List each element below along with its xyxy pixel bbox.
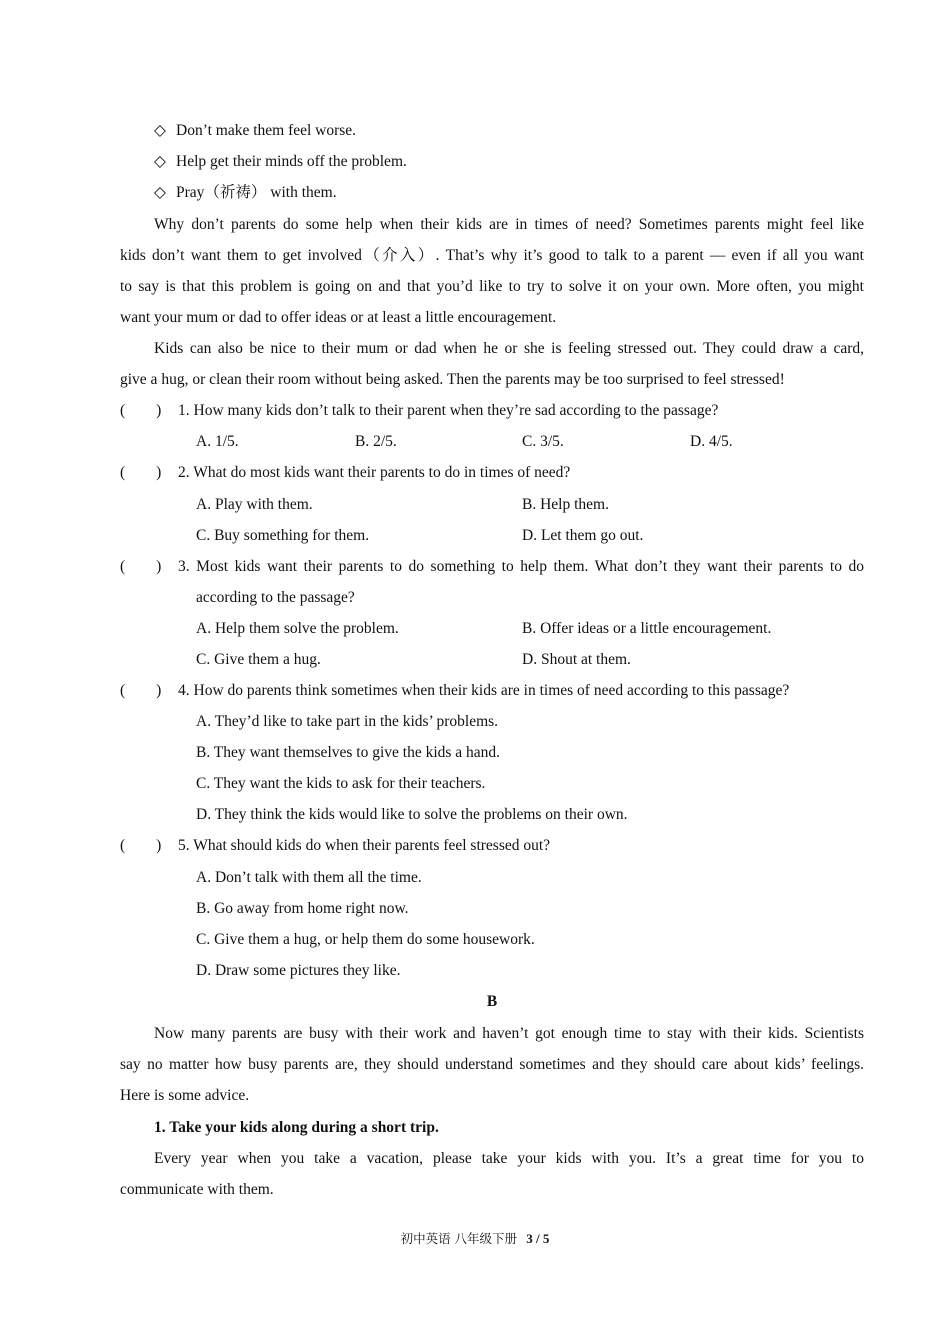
q4-option-a: A. They’d like to take part in the kids’ problems. — [196, 713, 499, 730]
answer-blank-1[interactable]: ( ) — [120, 402, 162, 419]
bullet-3: ◇ Pray（祈祷） with them. — [154, 184, 337, 201]
para1-line-3: to say is that this problem is going on and that you’d like to try to solve it on your own. More often, you might — [120, 278, 864, 295]
answer-blank-5[interactable]: ( ) — [120, 837, 162, 854]
q3-option-b: B. Offer ideas or a little encouragement. — [522, 620, 772, 637]
q1-option-d: D. 4/5. — [690, 433, 733, 450]
question-3-stem-cont: according to the passage? — [196, 589, 355, 606]
tip-1-title: 1. Take your kids along during a short trip. — [154, 1119, 439, 1136]
para1-line-1: Why don’t parents do some help when their kids are in times of need? Sometimes parents might feel like — [154, 216, 864, 233]
section-b-heading: B — [486, 993, 498, 1010]
answer-blank-3[interactable]: ( ) — [120, 558, 162, 575]
diamond-icon: ◇ — [154, 184, 166, 201]
q2-option-b: B. Help them. — [522, 496, 609, 513]
q5-option-a: A. Don’t talk with them all the time. — [196, 869, 422, 886]
section-b-intro-line-1: Now many parents are busy with their work and haven’t got enough time to stay with their kids. Scientists — [154, 1025, 864, 1042]
q3-option-d: D. Shout at them. — [522, 651, 631, 668]
bullet-2: ◇ Help get their minds off the problem. — [154, 153, 407, 170]
question-4-stem: 4. How do parents think sometimes when their kids are in times of need according to this passage? — [178, 682, 790, 699]
q3-option-c: C. Give them a hug. — [196, 651, 321, 668]
q2-option-a: A. Play with them. — [196, 496, 313, 513]
answer-blank-2[interactable]: ( ) — [120, 464, 162, 481]
q4-option-d: D. They think the kids would like to solve the problems on their own. — [196, 806, 628, 823]
question-5-stem: 5. What should kids do when their parents feel stressed out? — [178, 837, 551, 854]
q5-option-c: C. Give them a hug, or help them do some housework. — [196, 931, 535, 948]
section-b-intro-line-3: Here is some advice. — [120, 1087, 250, 1104]
q5-option-b: B. Go away from home right now. — [196, 900, 409, 917]
page-number: 3 / 5 — [526, 1231, 550, 1246]
answer-blank-4[interactable]: ( ) — [120, 682, 162, 699]
question-2-stem: 2. What do most kids want their parents to do in times of need? — [178, 464, 571, 481]
question-1-stem: 1. How many kids don’t talk to their parent when they’re sad according to the passage? — [178, 402, 719, 419]
page-footer — [0, 1230, 950, 1248]
para1-line-4: want your mum or dad to offer ideas or at least a little encouragement. — [120, 309, 557, 326]
tip-1-line-1: Every year when you take a vacation, please take your kids with you. It’s a great time for you to — [154, 1150, 864, 1167]
para2-line-2: give a hug, or clean their room without being asked. Then the parents may be too surprised to feel stressed! — [120, 371, 785, 388]
question-3-stem: 3. Most kids want their parents to do something to help them. What don’t they want their parents to do — [178, 558, 864, 575]
footer-label: 初中英语 八年级下册 — [400, 1231, 518, 1246]
q1-option-c: C. 3/5. — [522, 433, 564, 450]
q4-option-b: B. They want themselves to give the kids a hand. — [196, 744, 501, 761]
q4-option-c: C. They want the kids to ask for their teachers. — [196, 775, 486, 792]
q2-option-d: D. Let them go out. — [522, 527, 644, 544]
q1-option-a: A. 1/5. — [196, 433, 239, 450]
tip-1-line-2: communicate with them. — [120, 1181, 274, 1198]
q2-option-c: C. Buy something for them. — [196, 527, 370, 544]
q3-option-a: A. Help them solve the problem. — [196, 620, 399, 637]
para1-line-2: kids don’t want them to get involved（介入）. That’s why it’s good to talk to a parent — even if all you want — [120, 247, 864, 264]
q1-option-b: B. 2/5. — [355, 433, 397, 450]
para2-line-1: Kids can also be nice to their mum or dad when he or she is feeling stressed out. They could draw a card, — [154, 340, 864, 357]
diamond-icon: ◇ — [154, 122, 166, 139]
diamond-icon: ◇ — [154, 153, 166, 170]
section-b-intro-line-2: say no matter how busy parents are, they should understand sometimes and they should care about kids’ feelings. — [120, 1056, 864, 1073]
bullet-1: ◇ Don’t make them feel worse. — [154, 122, 357, 139]
q5-option-d: D. Draw some pictures they like. — [196, 962, 401, 979]
